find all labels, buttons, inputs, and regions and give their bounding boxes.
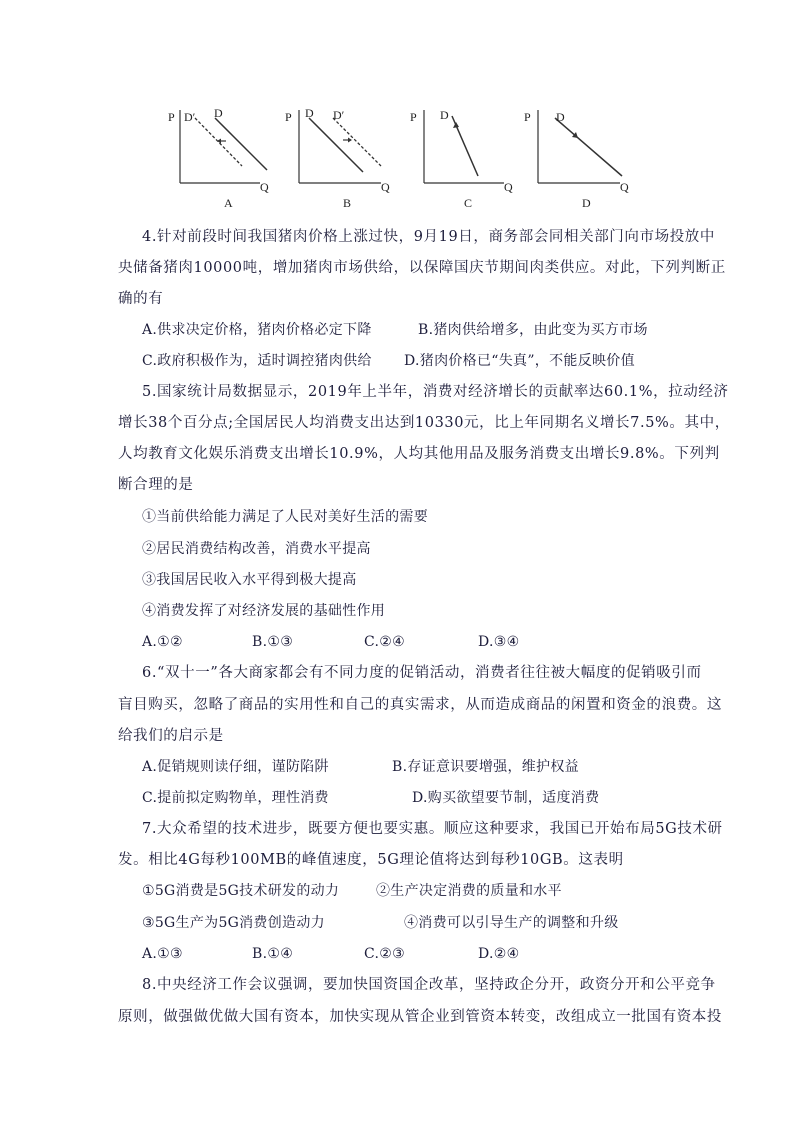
q5-item: ②居民消费结构改善，消费水平提高	[142, 541, 371, 557]
demand-graphs	[160, 100, 640, 218]
q7-item: ②生产决定消费的质量和水平	[376, 883, 562, 899]
q5-stem-line: 人均教育文化娱乐消费支出增长10.9%，人均其他用品及服务消费支出增长9.8%。下列判	[118, 446, 720, 462]
q6-option-c: C.提前拟定购物单，理性消费	[142, 790, 329, 806]
q4-option-a: A.供求决定价格，猪肉价格必定下降	[142, 322, 372, 338]
graph-d-caption: D	[582, 196, 591, 210]
q7-option-b: B.①④	[252, 946, 294, 962]
q5-stem-line: 断合理的是	[118, 477, 194, 493]
graph-b-caption: B	[343, 196, 352, 210]
q7-stem-line: 7.大众希望的技术进步，既要方便也要实惠。顺应这种要求，我国已开始布局5G技术研	[142, 821, 723, 837]
graph-c-p-label: P	[410, 110, 417, 124]
graph-d-plot	[520, 100, 635, 218]
graph-b-curve-label: D	[305, 106, 314, 120]
q7-item: ③5G生产为5G消费创造动力	[142, 915, 325, 931]
graph-a-curve-label: D	[214, 106, 223, 120]
graph-c-curve-label: D	[440, 108, 449, 122]
graph-b-curve-label: D′	[333, 108, 345, 122]
q5-option-d: D.③④	[478, 634, 520, 650]
q6-stem-line: 6.“双十一”各大商家都会有不同力度的促销活动，消费者往往被大幅度的促销吸引而	[142, 665, 702, 681]
q7-item: ①5G消费是5G技术研发的动力	[142, 883, 340, 899]
q5-item: ①当前供给能力满足了人民对美好生活的需要	[142, 509, 428, 525]
q4-stem-line: 确的有	[118, 291, 164, 307]
graph-b	[281, 100, 396, 218]
graph-a-p-label: P	[168, 110, 175, 124]
q7-option-a: A.①③	[142, 946, 183, 962]
q4-option-b: B.猪肉供给增多，由此变为买方市场	[418, 322, 648, 338]
graph-a-caption: A	[224, 196, 233, 210]
graph-c-caption: C	[464, 196, 473, 210]
q6-stem-line: 给我们的启示是	[118, 728, 224, 744]
q6-stem-line: 盲目购买，忽略了商品的实用性和自己的真实需求，从而造成商品的闲置和资金的浪费。这	[118, 697, 722, 713]
q7-option-d: D.②④	[478, 946, 520, 962]
graph-c-q-label: Q	[504, 180, 513, 194]
q5-item: ④消费发挥了对经济发展的基础性作用	[142, 603, 386, 619]
graph-c-plot	[404, 100, 519, 218]
q6-option-b: B.存证意识要增强，维护权益	[392, 759, 579, 775]
q8-stem-line: 8.中央经济工作会议强调，要加快国资国企改革，坚持政企分开，政资分开和公平竞争	[142, 977, 716, 993]
graph-a-curve-label: D′	[184, 110, 196, 124]
q4-option-c: C.政府积极作为，适时调控猪肉供给	[142, 353, 372, 369]
q7-item: ④消费可以引导生产的调整和升级	[404, 915, 619, 931]
graph-a-q-label: Q	[260, 180, 269, 194]
q6-option-d: D.购买欲望要节制，适度消费	[412, 790, 600, 806]
q7-option-c: C.②③	[364, 946, 405, 962]
q5-option-b: B.①③	[252, 634, 294, 650]
graph-a	[160, 100, 275, 218]
graph-d-q-label: Q	[620, 180, 629, 194]
q6-option-a: A.促销规则读仔细，谨防陷阱	[142, 759, 329, 775]
q7-stem-line: 发。相比4G每秒100MB的峰值速度，5G理论值将达到每秒10GB。这表明	[118, 852, 624, 868]
graph-d-p-label: P	[524, 110, 531, 124]
q4-option-d: D.猪肉价格已“失真”，不能反映价值	[404, 353, 635, 369]
q5-option-a: A.①②	[142, 634, 183, 650]
q4-stem-line: 央储备猪肉10000吨，增加猪肉市场供给，以保障国庆节期间肉类供应。对此，下列判断正	[118, 260, 726, 276]
q5-stem-line: 增长38个百分点;全国居民人均消费支出达到10330元，比上年同期名义增长7.5%。其中，	[118, 415, 730, 431]
graph-d-curve-label: D	[556, 110, 565, 124]
graph-b-q-label: Q	[381, 180, 390, 194]
graph-b-p-label: P	[285, 110, 292, 124]
graph-c	[404, 100, 519, 218]
q8-stem-line: 原则，做强做优做大国有资本，加快实现从管企业到管资本转变，改组成立一批国有资本投	[118, 1009, 722, 1025]
q5-stem-line: 5.国家统计局数据显示，2019年上半年，消费对经济增长的贡献率达60.1%，拉动经济	[142, 384, 729, 400]
graph-d	[520, 100, 635, 218]
q5-option-c: C.②④	[364, 634, 405, 650]
q5-item: ③我国居民收入水平得到极大提高	[142, 572, 357, 588]
q4-stem-line: 4.针对前段时间我国猪肉价格上涨过快，9月19日，商务部会同相关部门向市场投放中	[142, 229, 716, 245]
